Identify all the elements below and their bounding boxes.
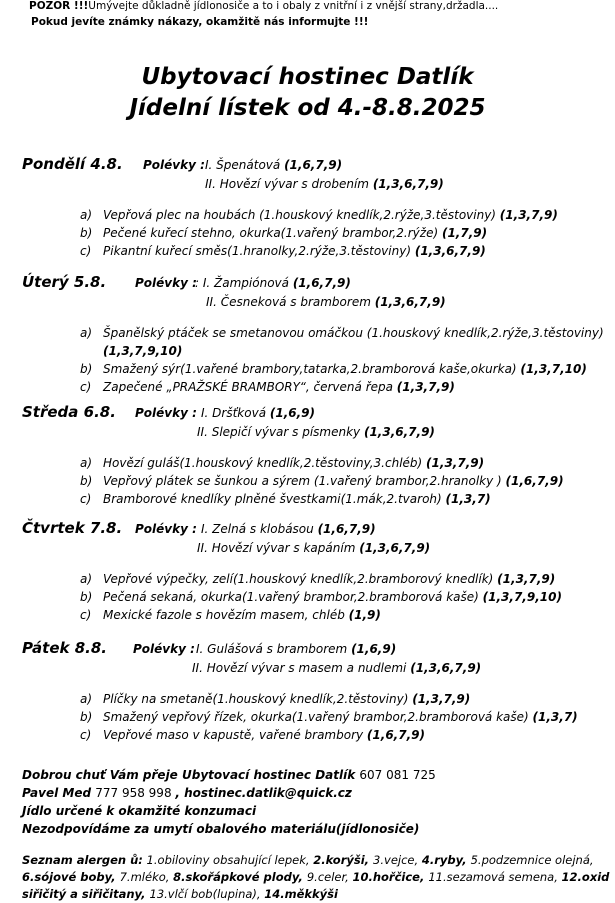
soup-text: I. Dršťková bbox=[201, 406, 270, 420]
allergen-name: ryby, bbox=[434, 853, 471, 867]
soup-text: II. Slepičí vývar s písmenky bbox=[197, 425, 364, 439]
soup-allergens: (1,6,7,9) bbox=[292, 276, 351, 290]
allergen-name: skořápkové plody, bbox=[185, 870, 307, 884]
dish-allergens: (1,3,7,9,10) bbox=[482, 590, 562, 604]
allergen-number: 3. bbox=[373, 853, 385, 867]
soup-item bbox=[201, 522, 376, 536]
dish-letter: b) bbox=[80, 474, 93, 488]
dish-text: Pečená sekaná, okurka(1.vařený brambor,2.bramborová kaše) bbox=[103, 590, 483, 604]
dish-text: Pikantní kuřecí směs(1.hranolky,2.rýže,3.těstoviny) bbox=[103, 244, 415, 258]
soup-allergens: (1,6,9) bbox=[351, 642, 397, 656]
allergen-number: 4. bbox=[421, 853, 435, 867]
allergen-number: 2. bbox=[313, 853, 326, 867]
allergen-name: vlčí bob(lupina), bbox=[167, 887, 265, 901]
allergen-number: 1. bbox=[142, 853, 158, 867]
allergen-name: měkkýši bbox=[284, 887, 338, 901]
soup-allergens: (1,3,6,7,9) bbox=[359, 541, 431, 555]
dish-letter: a) bbox=[80, 572, 93, 586]
allergen-number: 13. bbox=[149, 887, 168, 901]
soup-text: II. Hovězí vývar s masem a nudlemi bbox=[192, 661, 411, 675]
allergen-number: 8. bbox=[173, 870, 186, 884]
soup-item bbox=[197, 425, 435, 439]
notice-line-2: Pokud jevíte známky nákazy, okamžitě nás informujte !!! bbox=[31, 16, 369, 28]
notice-text: Umývejte důkladně jídlonosiče a to i obaly z vnitřní i z vnější strany,držadla.... bbox=[88, 0, 499, 12]
soup-allergens: (1,6,7,9) bbox=[317, 522, 376, 536]
soup-item bbox=[205, 177, 444, 191]
soup-allergens: (1,3,6,7,9) bbox=[374, 295, 446, 309]
dish-letter: c) bbox=[80, 244, 92, 258]
footer-line-1 bbox=[22, 768, 436, 782]
dish-allergens: (1,3,6,7,9) bbox=[414, 244, 486, 258]
dish-letter: c) bbox=[80, 728, 92, 742]
soup-text: I. Špenátová bbox=[205, 158, 285, 172]
dish-item bbox=[103, 474, 564, 488]
soup-item bbox=[197, 541, 430, 555]
dish-text: Smažený vepřový řízek, okurka(1.vařený brambor,2.bramborová kaše) bbox=[103, 710, 533, 724]
dish-item bbox=[103, 380, 455, 394]
allergen-number: 9. bbox=[306, 870, 318, 884]
dish-allergens: (1,3,7,10) bbox=[520, 362, 587, 376]
soup-text: II. Hovězí vývar s drobením bbox=[205, 177, 373, 191]
dish-item bbox=[103, 226, 487, 240]
dish-letter: c) bbox=[80, 608, 92, 622]
soups-label: Polévky : bbox=[133, 642, 195, 656]
dish-text: Bramborové knedlíky plněné švestkami(1.mák,2.tvaroh) bbox=[103, 492, 446, 506]
soup-item bbox=[196, 642, 396, 656]
dish-allergens: (1,7,9) bbox=[441, 226, 488, 240]
notice-line-1 bbox=[29, 0, 498, 12]
dish-allergens: (1,3,7) bbox=[532, 710, 578, 724]
soup-text: II. Hovězí vývar s kapáním bbox=[197, 541, 360, 555]
dish-letter: b) bbox=[80, 710, 93, 724]
allergen-name: podzemnice olejná, bbox=[481, 853, 594, 867]
allergen-name: sezamová semena, bbox=[446, 870, 562, 884]
allergen-name: oxid siřičitý a siřičitany, bbox=[22, 870, 610, 901]
dish-letter: a) bbox=[80, 692, 93, 706]
dish-text: Vepřové výpečky, zelí(1.houskový knedlík,2.bramborový knedlík) bbox=[103, 572, 498, 586]
allergen-name: mléko, bbox=[130, 870, 174, 884]
allergen-name: obiloviny obsahující lepek, bbox=[157, 853, 314, 867]
dish-allergens: (1,3,7,9) bbox=[396, 380, 455, 394]
dish-allergens: (1,3,7,9) bbox=[412, 692, 471, 706]
allergens-label: Seznam alergen ů: bbox=[22, 853, 143, 867]
dish-text: Smažený sýr(1.vařené brambory,tatarka,2.bramborová kaše,okurka) bbox=[103, 362, 521, 376]
soup-allergens: (1,6,7,9) bbox=[284, 158, 343, 172]
soup-allergens: (1,3,6,7,9) bbox=[363, 425, 435, 439]
dish-text: Zapečené „PRAŽSKÉ BRAMBORY“, červená řepa bbox=[103, 380, 397, 394]
footer-line-2 bbox=[22, 786, 352, 800]
dish-item bbox=[103, 728, 425, 742]
dish-text: Vepřová plec na houbách (1.houskový knedlík,2.rýže,3.těstoviny) bbox=[103, 208, 500, 222]
dish-letter: a) bbox=[80, 326, 93, 340]
dish-item bbox=[103, 326, 604, 340]
dish-item bbox=[103, 572, 555, 586]
soup-item bbox=[201, 406, 315, 420]
soup-item bbox=[206, 295, 446, 309]
dish-allergens: (1,3,7,9,10) bbox=[103, 344, 183, 358]
title-line-2: Jídelní lístek od 4.-8.8.2025 bbox=[129, 95, 486, 121]
footer-phone-1: 607 081 725 bbox=[359, 768, 436, 782]
dish-item bbox=[103, 208, 558, 222]
dish-item bbox=[103, 344, 182, 358]
allergen-number: 11. bbox=[428, 870, 447, 884]
dish-allergens: (1,6,7,9) bbox=[505, 474, 564, 488]
dish-allergens: (1,3,7) bbox=[445, 492, 491, 506]
allergen-number: 6. bbox=[22, 870, 35, 884]
dish-allergens: (1,9) bbox=[348, 608, 381, 622]
allergen-name: celer, bbox=[317, 870, 353, 884]
day-name: Čtvrtek 7.8. bbox=[22, 519, 123, 537]
dish-letter: b) bbox=[80, 590, 93, 604]
footer-line-4: Nezodpovídáme za umytí obalového materiálu(jídlonosiče) bbox=[22, 822, 420, 836]
title-line-1: Ubytovací hostinec Datlík bbox=[141, 64, 474, 90]
footer-greeting: Dobrou chuť Vám přeje Ubytovací hostinec Datlík bbox=[22, 768, 360, 782]
soups-label: Polévky : bbox=[135, 276, 197, 290]
dish-item bbox=[103, 710, 578, 724]
dish-allergens: (1,3,7,9) bbox=[499, 208, 558, 222]
day-name: Úterý 5.8. bbox=[22, 273, 107, 291]
dish-letter: b) bbox=[80, 362, 93, 376]
allergen-number: 10. bbox=[352, 870, 373, 884]
soup-text: I. Gulášová s bramborem bbox=[196, 642, 352, 656]
allergen-name: korýši, bbox=[325, 853, 374, 867]
dish-letter: c) bbox=[80, 380, 92, 394]
dish-text: Hovězí guláš(1.houskový knedlík,2.těstoviny,3.chléb) bbox=[103, 456, 427, 470]
dish-text: Vepřový plátek se šunkou a sýrem (1.vařený brambor,2.hranolky ) bbox=[103, 474, 506, 488]
soup-text: : I. Žampiónová bbox=[195, 276, 293, 290]
dish-text: Pečené kuřecí stehno, okurka(1.vařený brambor,2.rýže) bbox=[103, 226, 442, 240]
footer-phone-2: 777 958 998 bbox=[95, 786, 176, 800]
allergen-name: hořčice, bbox=[372, 870, 429, 884]
dish-item bbox=[103, 492, 491, 506]
allergen-number: 12. bbox=[561, 870, 582, 884]
soup-allergens: (1,6,9) bbox=[269, 406, 315, 420]
footer-name: Pavel Med bbox=[22, 786, 96, 800]
dish-letter: c) bbox=[80, 492, 92, 506]
soup-item bbox=[195, 276, 351, 290]
dish-letter: b) bbox=[80, 226, 93, 240]
soups-label: Polévky : bbox=[135, 406, 197, 420]
dish-item bbox=[103, 362, 587, 376]
day-name: Pondělí 4.8. bbox=[22, 155, 123, 173]
dish-allergens: (1,3,7,9) bbox=[497, 572, 556, 586]
allergen-name: vejce, bbox=[384, 853, 422, 867]
soup-allergens: (1,3,6,7,9) bbox=[410, 661, 482, 675]
dish-allergens: (1,6,7,9) bbox=[366, 728, 425, 742]
dish-text: Plíčky na smetaně(1.houskový knedlík,2.těstoviny) bbox=[103, 692, 413, 706]
soup-text: I. Zelná s klobásou bbox=[201, 522, 318, 536]
dish-letter: a) bbox=[80, 208, 93, 222]
dish-item bbox=[103, 244, 486, 258]
allergen-number: 7. bbox=[119, 870, 131, 884]
footer-line-3: Jídlo určené k okamžité konzumaci bbox=[22, 804, 257, 818]
allergens-list bbox=[22, 852, 612, 903]
dish-item bbox=[103, 590, 562, 604]
footer-email: , hostinec.datlik@quick.cz bbox=[175, 786, 352, 800]
allergen-number: 14. bbox=[264, 887, 285, 901]
soups-label: Polévky : bbox=[135, 522, 197, 536]
notice-warning: POZOR !!! bbox=[29, 0, 89, 12]
dish-text: Vepřové maso v kapustě, vařené brambory bbox=[103, 728, 367, 742]
dish-item bbox=[103, 692, 470, 706]
soup-allergens: (1,3,6,7,9) bbox=[372, 177, 444, 191]
dish-letter: a) bbox=[80, 456, 93, 470]
dish-allergens: (1,3,7,9) bbox=[426, 456, 485, 470]
dish-text: Mexické fazole s hovězím masem, chléb bbox=[103, 608, 349, 622]
soup-item bbox=[205, 158, 342, 172]
soup-text: II. Česneková s bramborem bbox=[206, 295, 375, 309]
soup-item bbox=[192, 661, 481, 675]
dish-item bbox=[103, 608, 381, 622]
allergen-name: sójové boby, bbox=[34, 870, 120, 884]
dish-item bbox=[103, 456, 484, 470]
day-name: Pátek 8.8. bbox=[22, 639, 107, 657]
day-name: Středa 6.8. bbox=[22, 403, 116, 421]
dish-text: Španělský ptáček se smetanovou omáčkou (1.houskový knedlík,2.rýže,3.těstoviny) bbox=[103, 326, 604, 340]
allergen-number: 5. bbox=[470, 853, 482, 867]
soups-label: Polévky : bbox=[143, 158, 205, 172]
